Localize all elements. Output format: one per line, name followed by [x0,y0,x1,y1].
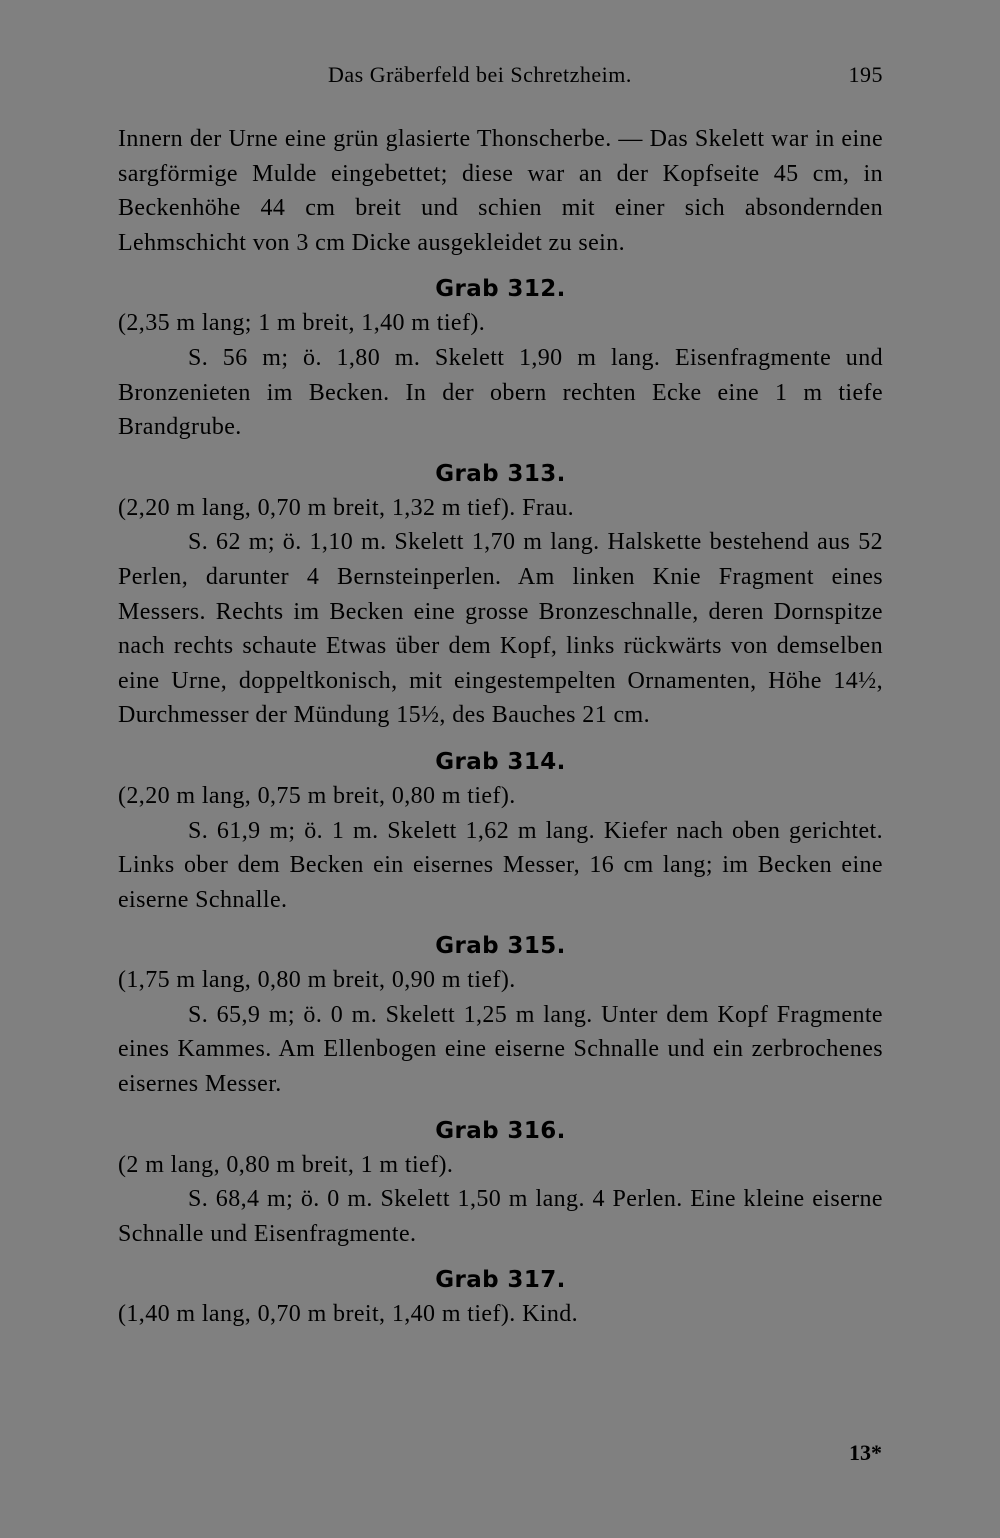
grave-entry-312 [118,273,883,444]
grave-description: S. 61,9 m; ö. 1 m. Skelett 1,62 m lang. Kiefer nach oben gerichtet. Links ober dem Becken ein eisernes Messer, 16 cm lang; im Becken eine eiserne Schnalle. [118,817,883,913]
grave-measurements: (1,40 m lang, 0,70 m breit, 1,40 m tief). Kind. [118,1301,579,1328]
signature-mark: 13* [849,1440,882,1465]
grave-measurements: (2,20 m lang, 0,75 m breit, 0,80 m tief). [118,782,516,809]
grave-title: Grab 313. [435,460,566,487]
grave-title: Grab 315. [435,933,566,960]
grave-entry-313 [118,458,883,733]
page-number: 195 [848,62,883,87]
grave-title: Grab 317. [435,1267,566,1294]
page-body [118,122,883,1332]
grave-entry-317 [118,1264,883,1332]
grave-measurements: (2,35 m lang; 1 m breit, 1,40 m tief). [118,310,486,337]
grave-measurements: (2,20 m lang, 0,70 m breit, 1,32 m tief). Frau. [118,494,575,521]
grave-entry-315 [118,930,883,1101]
grave-description: S. 65,9 m; ö. 0 m. Skelett 1,25 m lang. Unter dem Kopf Fragmente eines Kammes. Am Ellenbogen eine eiserne Schnalle und ein zerbrochenes eisernes Messer. [118,1001,883,1098]
grave-description: S. 68,4 m; ö. 0 m. Skelett 1,50 m lang. 4 Perlen. Eine kleine eiserne Schnalle und Eisenfragmente. [118,1186,883,1247]
grave-description: S. 62 m; ö. 1,10 m. Skelett 1,70 m lang. Halskette bestehend aus 52 Perlen, darunter 4 Bernsteinperlen. Am linken Knie Fragment eines Messers. Rechts im Becken eine grosse Bronzeschnalle, deren Dornspitze nach rechts schaute Etwas über dem Kopf, links rückwärts von demselben eine Urne, doppeltkonisch, mit eingestempelten Ornamenten, Höhe 14½, Durchmesser der Mündung 15½, des Bauches 21 cm. [118,529,883,729]
grave-entry-314 [118,746,883,917]
grave-title: Grab 316. [435,1117,566,1144]
grave-measurements: (1,75 m lang, 0,80 m breit, 0,90 m tief). [118,967,516,994]
grave-entry-316 [118,1115,883,1252]
intro-paragraph: Innern der Urne eine grün glasierte Thonscherbe. — Das Skelett war in eine sargförmige Mulde eingebettet; diese war an der Kopfseite 45 cm, in Beckenhöhe 44 cm breit und schien mit einer sich absondernden Lehmschicht von 3 cm Dicke ausgekleidet zu sein. [118,126,883,256]
grave-title: Grab 314. [435,748,566,775]
grave-measurements: (2 m lang, 0,80 m breit, 1 m tief). [118,1151,454,1178]
grave-description: S. 56 m; ö. 1,80 m. Skelett 1,90 m lang. Eisenfragmente und Bronzenieten im Becken. In der obern rechten Ecke eine 1 m tiefe Brandgrube. [118,344,883,441]
running-title: Das Gräberfeld bei Schretzheim. [328,62,632,87]
grave-title: Grab 312. [435,276,566,303]
